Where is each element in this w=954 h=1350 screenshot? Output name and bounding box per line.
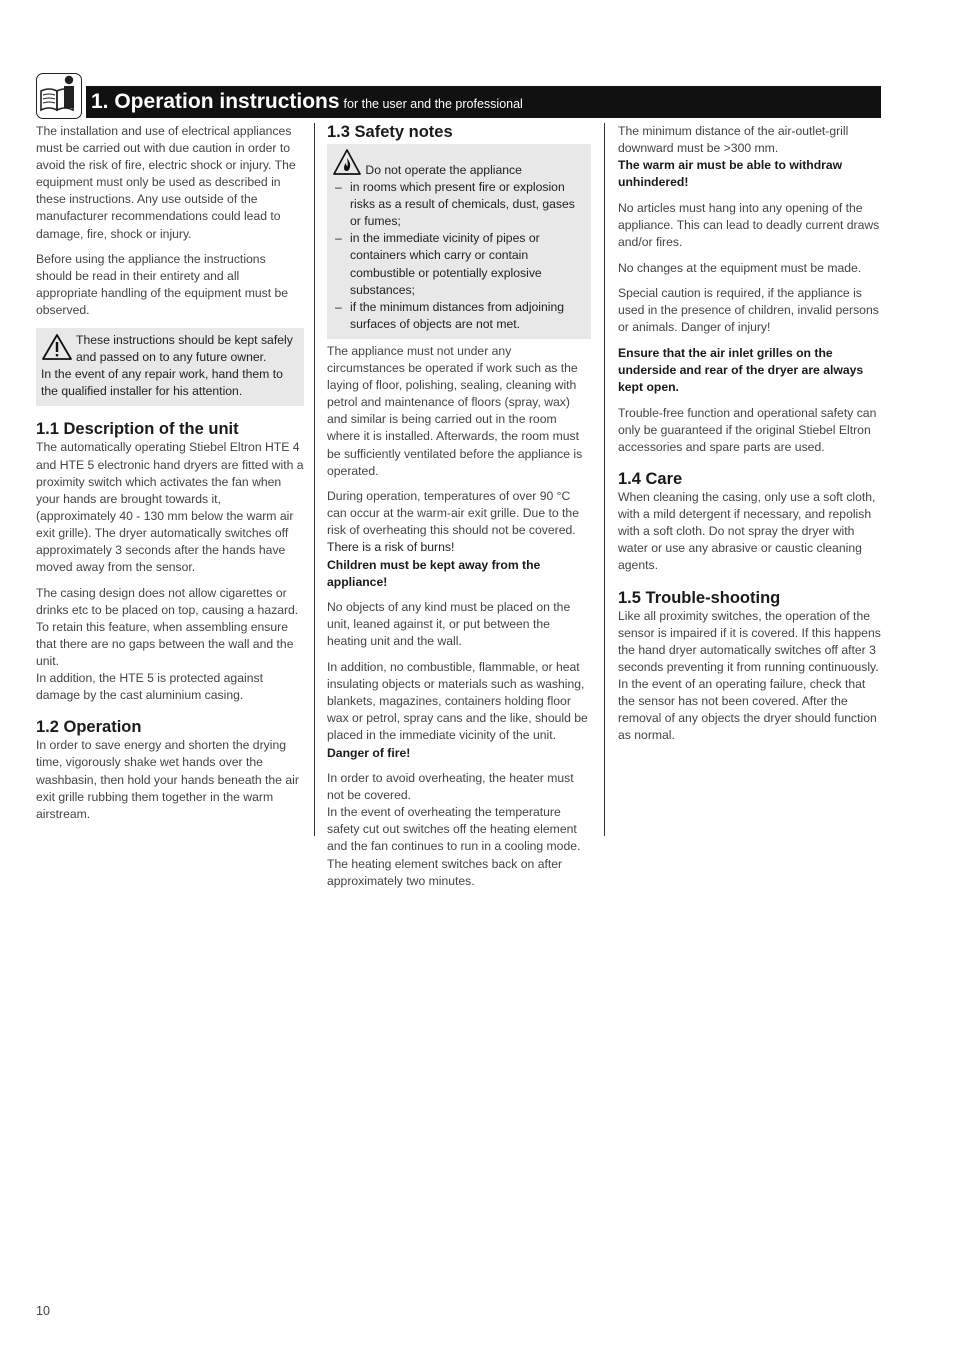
intro-paragraph: The installation and use of electrical appliances must be carried out with due caution in order to avoid the risk of fire, electric shock or injury. The equipment must only be used as described in these instructions. Any use outside of the manufacturer recommendations could lead to damage, fire, shock or injury.	[36, 124, 296, 241]
warning-list	[332, 179, 586, 333]
section-paragraph: No objects of any kind must be placed on the unit, leaned against it, or put between the heating unit and the wall.	[327, 600, 571, 649]
section-paragraph: No articles must hang into any opening of the appliance. This can lead to deadly current draws and/or fires.	[618, 200, 880, 250]
page-title: 1. Operation instructions	[91, 90, 340, 113]
note-text: In the event of any repair work, hand them to the qualified installer for his attention.	[41, 367, 283, 399]
intro-paragraph: Before using the appliance the instructions should be read in their entirety and all appropriate handling of the equipment must be observed.	[36, 252, 289, 318]
section-paragraph: In the event of overheating the temperature safety cut out switches off the heating element and the fan continues to run in a cooling mode. The heating element switches back on after approximately two minutes.	[327, 805, 581, 888]
column-3	[618, 123, 884, 753]
column-divider	[604, 123, 605, 836]
section-heading: 1.5 Trouble-shooting	[618, 588, 781, 607]
section-paragraph: Trouble-free function and operational safety can only be guaranteed if the original Stiebel Eltron accessories and spare parts are used.	[618, 405, 877, 454]
section-paragraph: Like all proximity switches, the operation of the sensor is impaired if it is covered. If this happens the hand dryer automatically switches off after 3 seconds preventing it from running continuously. In the event of an operating failure, check that the sensor has not been covered. After the removal of any objects the dryer should function as normal.	[618, 608, 881, 743]
burn-risk-emphasis: There is a risk of burns!	[327, 540, 455, 555]
warning-list-item: – in rooms which present fire or explosion risks as a result of chemicals, dust, gases or fumes;	[332, 179, 586, 230]
warning-list-item: – if the minimum distances from adjoining surfaces of objects are not met.	[332, 299, 586, 333]
section-paragraph: Special caution is required, if the appliance is used in the presence of children, invalid persons or animals. Danger of injury!	[618, 286, 879, 335]
section-paragraph: In addition, the HTE 5 is protected against damage by the cast aluminium casing.	[36, 671, 263, 703]
fire-warning-icon	[332, 148, 362, 176]
section-paragraph: The appliance must not under any circumstances be operated if work such as the laying of floor, polishing, sealing, cleaning with petrol and maintenance of floors (spray, wax) and similar is being carried out in the room where it is installed. Afterwards, the room must be sufficiently ventilated before the appliance is operated.	[327, 343, 583, 478]
column-1	[36, 123, 304, 831]
do-not-operate-warning	[327, 144, 591, 339]
section-paragraph: The minimum distance of the air-outlet-grill downward must be >300 mm.	[618, 124, 849, 156]
fire-danger-text: Danger of fire!	[327, 745, 411, 760]
section-paragraph: In order to avoid overheating, the heater must not be covered.	[327, 771, 574, 803]
section-paragraph	[327, 488, 591, 556]
keep-instructions-note	[36, 328, 304, 406]
section-heading: 1.4 Care	[618, 470, 683, 489]
children-warning: Children must be kept away from the appliance!	[327, 557, 541, 589]
column-2	[327, 123, 591, 898]
warning-list-item: – in the immediate vicinity of pipes or containers which carry or contain combustible or potentially explosive substances;	[332, 230, 586, 298]
page-subtitle: for the user and the professional	[343, 97, 523, 111]
section-paragraph: In order to save energy and shorten the drying time, vigorously shake wet hands over the washbasin, then hold your hands beneath the air exit grille rubbing them together in the warm airstream.	[36, 738, 299, 821]
section-paragraph: The automatically operating Stiebel Eltron HTE 4 and HTE 5 electronic hand dryers are fitted with a proximity switch which activates the fan when your hands are brought towards it, (approximately 40 - 130 mm below the warm air exit grille). The dryer automatically switches off approximately 3 seconds after the hands have moved away from the sensor.	[36, 440, 304, 575]
section-heading: 1.3 Safety notes	[327, 123, 453, 141]
section-paragraph: The casing design does not allow cigarettes or drinks etc to be placed on top, causing a hazard. To retain this feature, when assembling ensure that there are no gaps between the wall and the unit.	[36, 585, 299, 669]
note-text: These instructions should be kept safely and passed on to any future owner.	[76, 333, 293, 365]
section-paragraph: When cleaning the casing, only use a soft cloth, with a mild detergent if necessary, and repolish with a soft cloth. Do not spray the dryer with water or use any abrasive or caustic cleaning agents.	[618, 490, 876, 573]
column-divider	[314, 123, 315, 836]
section-paragraph: No changes at the equipment must be made.	[618, 260, 862, 275]
section-header-bar	[86, 86, 881, 118]
burn-risk-text: During operation, temperatures of over 90 °C can occur at the warm-air exit grille. Due to the risk of overheating this should not be covered.	[327, 489, 579, 538]
air-inlet-warning: Ensure that the air inlet grilles on the underside and rear of the dryer are always kept open.	[618, 346, 864, 395]
read-manual-icon	[36, 73, 82, 119]
section-paragraph: In addition, no combustible, flammable, or heat insulating objects or materials such as washing, blankets, magazines, containers holding floor wax or petrol, spray cans and the like, should be placed in the immediate vicinity of the unit.	[327, 660, 588, 743]
section-heading: 1.2 Operation	[36, 718, 142, 737]
page-number: 10	[36, 1304, 50, 1318]
warm-air-warning: The warm air must be able to withdraw unhindered!	[618, 158, 843, 190]
section-heading: 1.1 Description of the unit	[36, 420, 239, 439]
warning-triangle-icon	[41, 332, 73, 362]
warning-title: Do not operate the appliance	[365, 163, 522, 177]
